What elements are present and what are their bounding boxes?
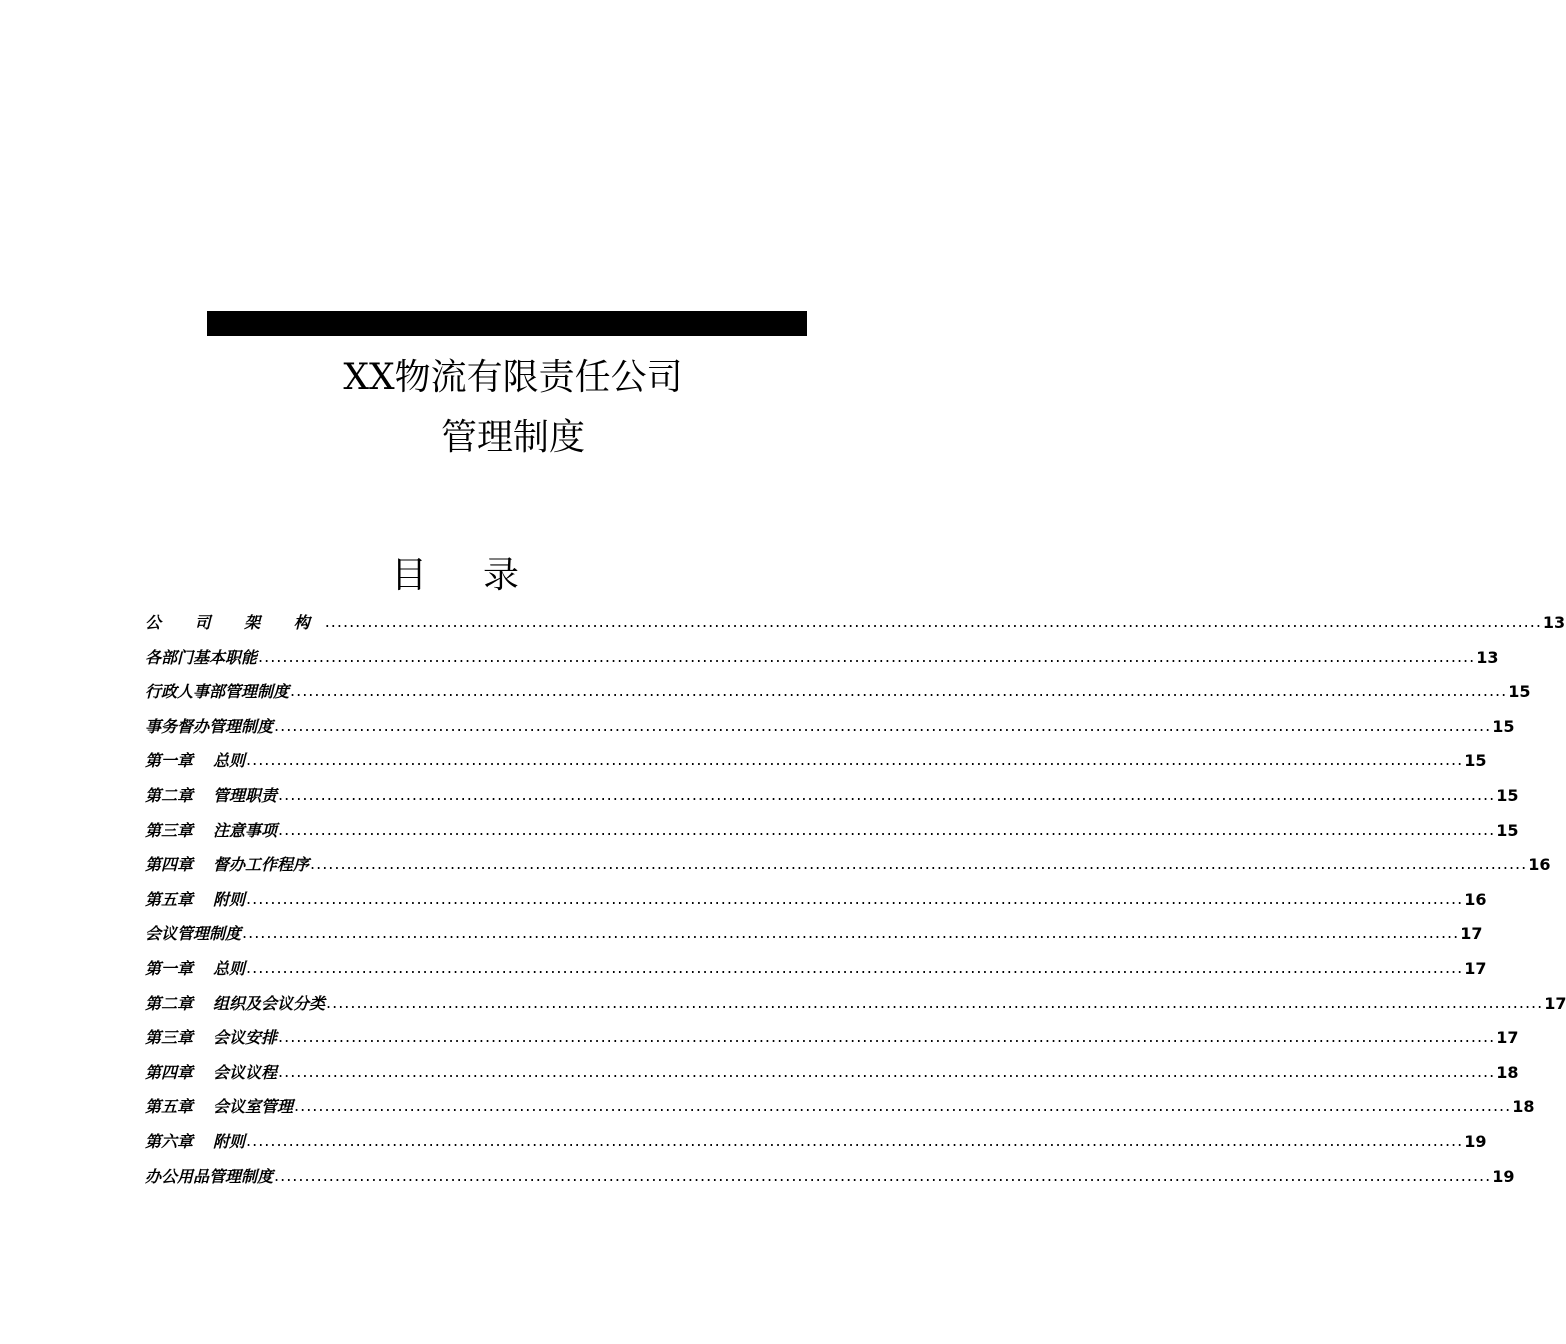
toc-entry-label: 各部门基本职能 <box>145 647 258 667</box>
toc-dot-leader: ........................................................................................................................................................................................................ <box>246 1130 1464 1150</box>
toc-entry[interactable] <box>145 681 1531 716</box>
toc-dot-leader: ........................................................................................................................................................................................................ <box>274 715 1492 735</box>
toc-entry-page: 15 <box>1508 682 1531 702</box>
toc-entry-page: 18 <box>1496 1062 1519 1082</box>
toc-chapter-number: 第一章 <box>145 958 194 978</box>
toc-dot-leader: ........................................................................................................................................................................................................ <box>326 992 1544 1012</box>
toc-entry[interactable] <box>145 715 1515 751</box>
toc-entry[interactable] <box>145 1027 1519 1062</box>
toc-heading-part2: 录 <box>483 555 520 596</box>
toc-entry[interactable] <box>145 923 1483 958</box>
toc-chapter-number: 第五章 <box>145 1097 194 1117</box>
toc-chapter-title: 附则 <box>213 1131 246 1151</box>
toc-dot-leader: ........................................................................................................................................................................................................ <box>324 612 1542 631</box>
toc-chapter-number: 第一章 <box>145 751 194 771</box>
toc-entry[interactable] <box>145 1061 1519 1097</box>
toc-entry[interactable] <box>145 1096 1535 1131</box>
toc-chapter-title: 总则 <box>213 751 246 771</box>
table-of-contents <box>145 612 1566 1200</box>
toc-entry-page: 19 <box>1464 1131 1487 1151</box>
toc-entry-label <box>145 1096 293 1118</box>
toc-entry[interactable] <box>145 819 1519 855</box>
toc-entry[interactable] <box>145 646 1499 682</box>
toc-entry-label <box>145 958 245 980</box>
toc-chapter-number: 第四章 <box>145 855 194 875</box>
toc-entry-page: 15 <box>1492 716 1515 736</box>
toc-entry-label: 事务督办管理制度 <box>145 716 274 736</box>
toc-entry[interactable] <box>145 750 1487 785</box>
toc-dot-leader: ........................................................................................................................................................................................................ <box>274 1165 1492 1185</box>
toc-dot-leader: ........................................................................................................................................................................................................ <box>278 784 1496 804</box>
toc-entry-label: 行政人事部管理制度 <box>145 682 290 702</box>
toc-dot-leader: ........................................................................................................................................................................................................ <box>278 1027 1496 1047</box>
toc-entry-label: 公 司 架 构 <box>145 613 324 632</box>
toc-chapter-title: 组织及会议分类 <box>213 993 326 1013</box>
toc-entry[interactable] <box>145 1165 1515 1201</box>
toc-entry-page: 16 <box>1464 889 1487 909</box>
toc-chapter-title: 总则 <box>213 958 246 978</box>
toc-entry-label: 办公用品管理制度 <box>145 1166 274 1186</box>
toc-entry-page: 13 <box>1542 613 1566 632</box>
toc-entry[interactable] <box>145 784 1519 820</box>
toc-chapter-title: 会议安排 <box>213 1028 278 1048</box>
document-title: 管理制度 <box>440 417 585 458</box>
toc-entry-page: 15 <box>1464 751 1487 771</box>
toc-chapter-number: 第五章 <box>145 889 194 909</box>
toc-chapter-title: 附则 <box>213 889 246 909</box>
toc-entry-page: 15 <box>1496 820 1519 840</box>
toc-entry-label <box>145 1062 277 1084</box>
toc-dot-leader: ........................................................................................................................................................................................................ <box>278 1061 1496 1081</box>
toc-chapter-number: 第二章 <box>145 785 194 805</box>
toc-entry-page: 15 <box>1496 785 1519 805</box>
toc-chapter-title: 会议议程 <box>213 1062 278 1082</box>
toc-entry-page: 19 <box>1492 1166 1515 1186</box>
toc-chapter-number: 第三章 <box>145 820 194 840</box>
toc-dot-leader: ........................................................................................................................................................................................................ <box>278 819 1496 839</box>
toc-heading-part1: 目 <box>390 555 427 596</box>
toc-chapter-number: 第四章 <box>145 1062 194 1082</box>
toc-entry-page: 17 <box>1464 958 1487 978</box>
toc-entry-label <box>145 820 277 842</box>
toc-chapter-number: 第三章 <box>145 1028 194 1048</box>
toc-dot-leader: ........................................................................................................................................................................................................ <box>242 923 1460 943</box>
toc-entry[interactable] <box>145 1130 1487 1166</box>
toc-chapter-title: 会议室管理 <box>213 1097 294 1117</box>
toc-entry-label: 会议管理制度 <box>145 924 242 944</box>
toc-chapter-title: 注意事项 <box>213 820 278 840</box>
toc-entry-label <box>145 785 277 807</box>
toc-entry-page: 16 <box>1528 855 1551 875</box>
toc-chapter-number: 第二章 <box>145 993 194 1013</box>
toc-entry-label <box>145 750 245 772</box>
toc-entry-page: 13 <box>1476 647 1499 667</box>
header-black-bar <box>207 311 807 336</box>
toc-entry-page: 17 <box>1544 993 1566 1013</box>
toc-chapter-number: 第六章 <box>145 1131 194 1151</box>
toc-entry-page: 18 <box>1512 1097 1535 1117</box>
toc-entry[interactable] <box>145 854 1551 889</box>
toc-entry-label <box>145 993 325 1015</box>
toc-entry-label <box>145 854 309 876</box>
toc-entry-page: 17 <box>1496 1028 1519 1048</box>
toc-dot-leader: ........................................................................................................................................................................................................ <box>290 681 1508 701</box>
toc-dot-leader: ........................................................................................................................................................................................................ <box>258 646 1476 666</box>
toc-entry-label <box>145 1027 277 1049</box>
toc-entry[interactable] <box>145 957 1487 993</box>
toc-dot-leader: ........................................................................................................................................................................................................ <box>246 957 1464 977</box>
company-name: XX物流有限责任公司 <box>343 357 683 398</box>
toc-entry[interactable] <box>145 992 1566 1028</box>
toc-dot-leader: ........................................................................................................................................................................................................ <box>246 888 1464 908</box>
toc-entry-label <box>145 1131 245 1153</box>
toc-dot-leader: ........................................................................................................................................................................................................ <box>294 1096 1512 1116</box>
toc-entry-label <box>145 889 245 911</box>
toc-entry[interactable] <box>145 612 1566 647</box>
toc-entry[interactable] <box>145 888 1487 924</box>
toc-heading <box>0 555 910 597</box>
toc-chapter-title: 督办工作程序 <box>213 855 310 875</box>
toc-chapter-title: 管理职责 <box>213 785 278 805</box>
toc-entry-page: 17 <box>1460 924 1483 944</box>
toc-dot-leader: ........................................................................................................................................................................................................ <box>246 750 1464 770</box>
toc-dot-leader: ........................................................................................................................................................................................................ <box>310 854 1528 874</box>
